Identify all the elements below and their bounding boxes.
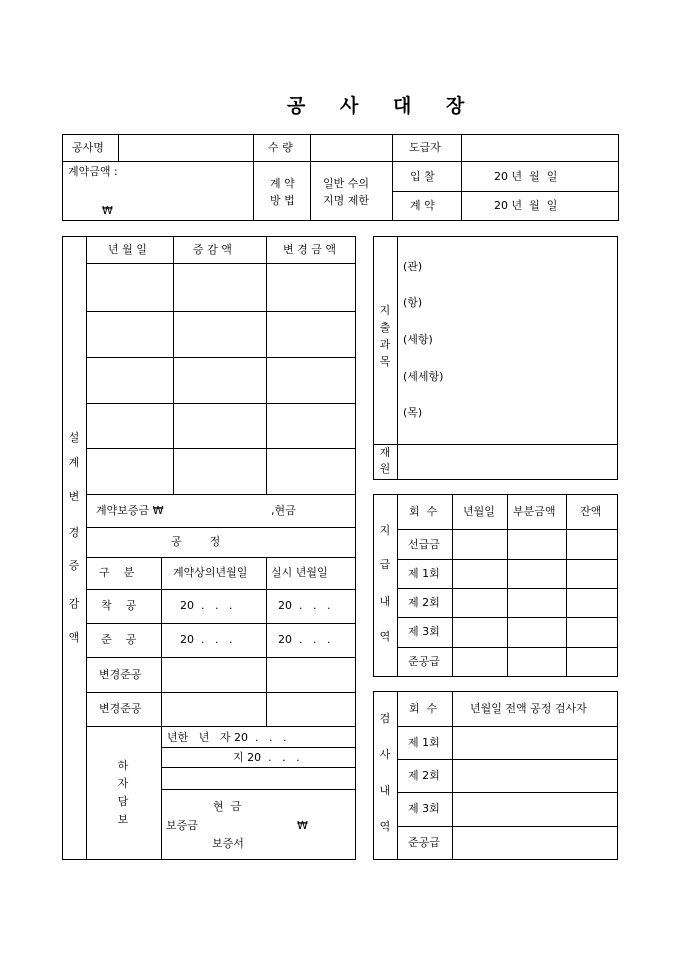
inspection-row-label: 제 2회 xyxy=(408,769,440,782)
payment-label xyxy=(379,525,391,642)
inspection-char: 역 xyxy=(379,820,391,833)
source-char: 재 xyxy=(379,446,391,459)
warranty-to: 지 20 . . . xyxy=(233,751,300,764)
payment-char: 지 xyxy=(379,524,391,537)
budget-char: 목 xyxy=(379,355,391,368)
method-option-1: 일반 수의 xyxy=(323,177,370,190)
col-date-header: 년 월 일 xyxy=(108,243,147,256)
design-change-side-label xyxy=(68,432,80,643)
warranty-period: 년한 년 자 20 . . . xyxy=(167,731,287,744)
warranty-char: 담 xyxy=(117,795,129,808)
warranty-char: 자 xyxy=(117,777,129,790)
budget-item: (관) xyxy=(403,260,423,273)
payment-col-balance: 잔액 xyxy=(580,505,602,518)
warranty-bond: 보증서 xyxy=(212,837,244,850)
contract-amount-label: 계약금액 : xyxy=(68,165,118,178)
inspection-char: 사 xyxy=(379,748,391,761)
warranty-deposit: 보증금 xyxy=(166,819,198,832)
start-label: 착 공 xyxy=(101,599,137,612)
payment-row-label: 제 2회 xyxy=(408,596,440,609)
side-char: 설 xyxy=(68,431,80,444)
col-changed-header: 변 경 금 액 xyxy=(283,243,336,256)
contract-amount-currency: ₩ xyxy=(102,204,113,217)
contractor-label: 도급자 xyxy=(409,141,441,154)
budget-char: 지 xyxy=(379,304,391,317)
bid-date: 20 년 월 일 xyxy=(494,170,558,183)
inspection-col-detail: 년월일 전액 공정 검사자 xyxy=(470,702,587,715)
warranty-char: 보 xyxy=(117,813,129,826)
sch-col-actual-date: 실시 년월일 xyxy=(271,566,328,579)
contract-label: 계 약 xyxy=(410,199,435,212)
source-label xyxy=(379,447,391,474)
inspection-label xyxy=(379,713,391,832)
inspection-char: 내 xyxy=(379,784,391,797)
start-contract-date: 20 . . . xyxy=(180,599,233,612)
side-char: 증 xyxy=(68,559,80,572)
sch-col-category: 구 분 xyxy=(99,566,135,579)
inspection-row-label: 제 3회 xyxy=(408,802,440,815)
warranty-char: 하 xyxy=(117,759,129,772)
changed-completion-1: 변경준공 xyxy=(99,668,142,681)
deposit-label: 계약보증금 ₩ xyxy=(96,504,164,517)
payment-col-partial: 부분금액 xyxy=(513,505,556,518)
budget-item: (세항) xyxy=(403,333,433,346)
budget-char: 출 xyxy=(379,321,391,334)
source-char: 원 xyxy=(379,462,391,475)
completion-label: 준 공 xyxy=(101,633,137,646)
payment-col-date: 년월일 xyxy=(463,505,495,518)
contract-method-label-1: 계 약 xyxy=(270,177,295,190)
sch-col-contract-date: 계약상의년월일 xyxy=(173,566,248,579)
warranty-cash: 현 금 xyxy=(213,800,242,813)
page-title: 공 사 대 장 xyxy=(287,95,479,117)
budget-char: 과 xyxy=(379,338,391,351)
payment-char: 급 xyxy=(379,558,391,571)
side-char: 변 xyxy=(68,490,80,503)
payment-row-label: 제 3회 xyxy=(408,625,440,638)
start-actual-date: 20 . . . xyxy=(278,599,331,612)
budget-label xyxy=(379,305,391,367)
budget-item: (항) xyxy=(403,296,423,309)
quantity-label: 수 량 xyxy=(268,141,293,154)
contract-method-label-2: 방 법 xyxy=(270,194,295,207)
changed-completion-2: 변경준공 xyxy=(99,702,142,715)
contract-date: 20 년 월 일 xyxy=(494,199,558,212)
method-option-2: 지명 제한 xyxy=(323,194,370,207)
payment-row-label: 선급금 xyxy=(408,538,440,551)
payment-char: 역 xyxy=(379,630,391,643)
payment-char: 내 xyxy=(379,595,391,608)
inspection-row-label: 제 1회 xyxy=(408,736,440,749)
inspection-col-round: 회 수 xyxy=(409,702,438,715)
payment-row-label: 준공급 xyxy=(408,655,440,668)
budget-item: (목) xyxy=(403,406,423,419)
deposit-cash: ,현금 xyxy=(271,504,296,517)
payment-col-round: 회 수 xyxy=(409,505,438,518)
side-char: 경 xyxy=(68,526,80,539)
payment-row-label: 제 1회 xyxy=(408,567,440,580)
inspection-row-label: 준공급 xyxy=(408,836,440,849)
schedule-label: 공 정 xyxy=(171,535,221,548)
project-name-label: 공사명 xyxy=(72,141,104,154)
side-char: 계 xyxy=(68,456,80,469)
side-char: 감 xyxy=(68,597,80,610)
warranty-won: ₩ xyxy=(297,819,308,832)
completion-actual-date: 20 . . . xyxy=(278,633,331,646)
warranty-label xyxy=(117,760,129,825)
inspection-char: 검 xyxy=(379,712,391,725)
col-increase-header: 증 감 액 xyxy=(193,243,232,256)
bid-label: 입 찰 xyxy=(410,170,435,183)
completion-contract-date: 20 . . . xyxy=(180,633,233,646)
side-char: 액 xyxy=(68,631,80,644)
budget-item: (세세항) xyxy=(403,370,444,383)
